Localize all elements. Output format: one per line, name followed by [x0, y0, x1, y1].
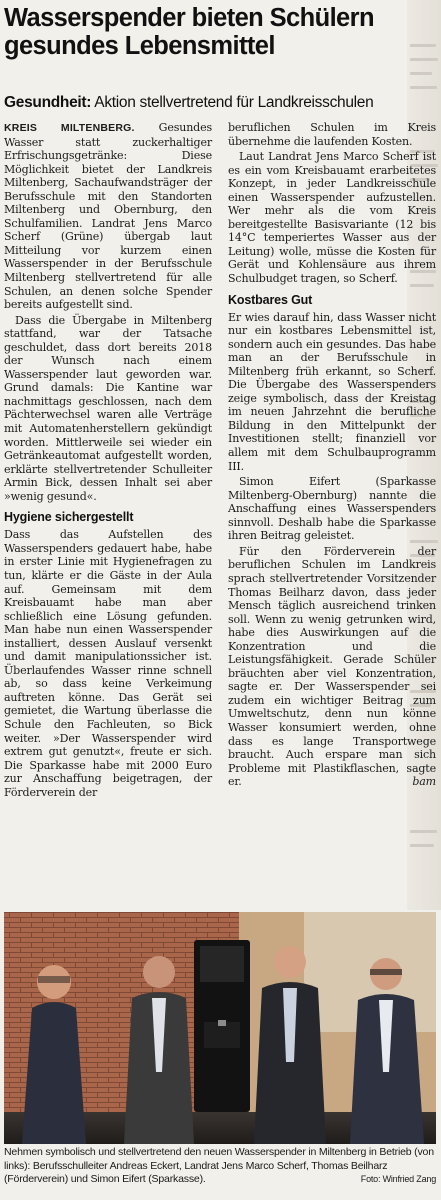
caption-text: Nehmen symbolisch und stellvertretend den neuen Wasserspender in Miltenberg in Betrieb (von links): Berufsschulleiter Andreas Eckert, Landrat Jens Marco Scherf, Thomas Beilharz (Förderverein) und Simon Eifert (Sparkasse).	[4, 1146, 434, 1185]
subhead-topic: Gesundheit:	[4, 94, 92, 111]
paragraph	[4, 121, 212, 312]
photo-caption	[4, 1146, 436, 1187]
paragraph: Simon Eifert (Sparkasse Miltenberg-Obernburg) nannte die Anschaffung eines Wasserspenders sinnvoll. Deshalb habe die Sparkasse ihren Beitrag geleistet.	[228, 475, 436, 543]
paragraph: Dass das Aufstellen des Wasserspenders gedauert habe, habe in erster Linie mit Hygienefragen zu tun, klärte er die Gäste in der Aula auf. Gemeinsam mit dem Kreisbauamt habe man aber schließlich eine Lösung gefunden. Man habe nun einen Wasserspender installiert, dessen Auslauf versenkt und damit manipulationssicher ist. Überlaufendes Wasser rinne schnell ab, so dass keine Verkeimung auftreten könne. Das Gerät sei gemietet, die Wartung überlasse die Schule den Fachleuten, so Bick weiter. »Der Wasserspender wird extrem gut genutzt«, freute er sich. Die Sparkasse habe mit 2000 Euro zur Anschaffung beigetragen, der Förderverein der	[4, 528, 212, 799]
article-column-right	[228, 121, 436, 791]
paragraph: Er wies darauf hin, dass Wasser nicht nur ein kostbares Lebensmittel ist, sondern auch ein gesundes. Das habe man an der Berufsschule in Miltenberg früh erkannt, so Scherf. Die Übergabe des Wasserspenders zeige symbolisch, dass der Kreistag im neuen Jahrzehnt die berufliche Bildung in den Mittelpunkt der Investitionen stellt; finanziell vor allem mit dem Schulbauprogramm III.	[228, 310, 436, 473]
dateline: KREIS MILTENBERG.	[4, 122, 135, 134]
water-dispenser	[194, 940, 250, 1112]
article-headline: Wasserspender bieten Schülern gesundes Lebensmittel	[4, 4, 374, 60]
subhead-text: Aktion stellvertretend für Landkreisschulen	[91, 94, 374, 111]
article-column-left	[4, 121, 212, 801]
paragraph: Dass die Übergabe in Miltenberg stattfand, war der Tatsache geschuldet, dass dort bereits 2018 der Wunsch nach einem Wasserspender laut geworden war. Grund damals: Die Kantine war nachmittags geschlossen, nach dem Pächterwechsel waren alle Verträge mit Automatenherstellern gekündigt worden. Mittlerweile sei wieder ein Getränkeautomat aufgestellt worden, erklärte stellvertretender Schulleiter Armin Bick, dessen Inhalt sei aber »wenig gesund«.	[4, 313, 212, 503]
article-photo	[4, 912, 436, 1144]
subheading-hygiene: Hygiene sichergestellt	[4, 510, 134, 525]
paragraph	[228, 545, 436, 789]
paragraph: beruflichen Schulen im Kreis übernehme die laufenden Kosten.	[228, 121, 436, 148]
article-subhead	[4, 94, 434, 112]
subheading-kostbares-gut: Kostbares Gut	[228, 292, 313, 307]
photo-credit: Foto: Winfried Zang	[360, 1174, 436, 1184]
author-signature: bam	[412, 775, 436, 789]
paragraph-text: Für den Förderverein der beruflichen Schulen im Landkreis sprach stellvertretender Vorsitzender Thomas Beilharz davon, dass jeder Mensch täglich ausreichend trinken soll. Wenn zu wenig getrunken wird, habe dies Auswirkungen auf die Konzentration und die Leistungsfähigkeit. Gerade Schüler bräuchten aber viel Konzentration, sagte er. Der Wasserspender sei zudem ein wichtiger Beitrag zum Umweltschutz, denn nun könne Wasser konsumiert werden, ohne dass es lange Transportwege braucht. Auch erspare man sich Probleme mit Plastikflaschen, sagte er.	[228, 544, 436, 789]
paragraph: Laut Landrat Jens Marco Scherf ist es ein vom Kreisbauamt erarbeitetes Konzept, in jeder Landkreisschule einen Wasserspender aufzustellen. Wer mehr als die vom Kreis bereitgestellte Basisvariante (12 bis 14°C temperiertes Wasser aus der Leitung) wolle, müsse die Kosten für Gerät und Kohlensäure aus ihrem Schulbudget tragen, so Scherf.	[228, 150, 436, 286]
paragraph-text: Gesundes Wasser statt zuckerhaltiger Erfrischungsgetränke: Diese Möglichkeit bietet der Landkreis Miltenberg, Sachaufwandsträger der Berufsschule mit den Standorten Miltenberg und Obernburg, den Schulfamilien. Landrat Jens Marco Scherf (Grüne) übergab laut Mitteilung vor kurzem einen Wasserspender in der Berufsschule Miltenberg stellvertretend für alle Schulen, an denen solche Spender bereits aufgestellt sind.	[4, 121, 212, 312]
